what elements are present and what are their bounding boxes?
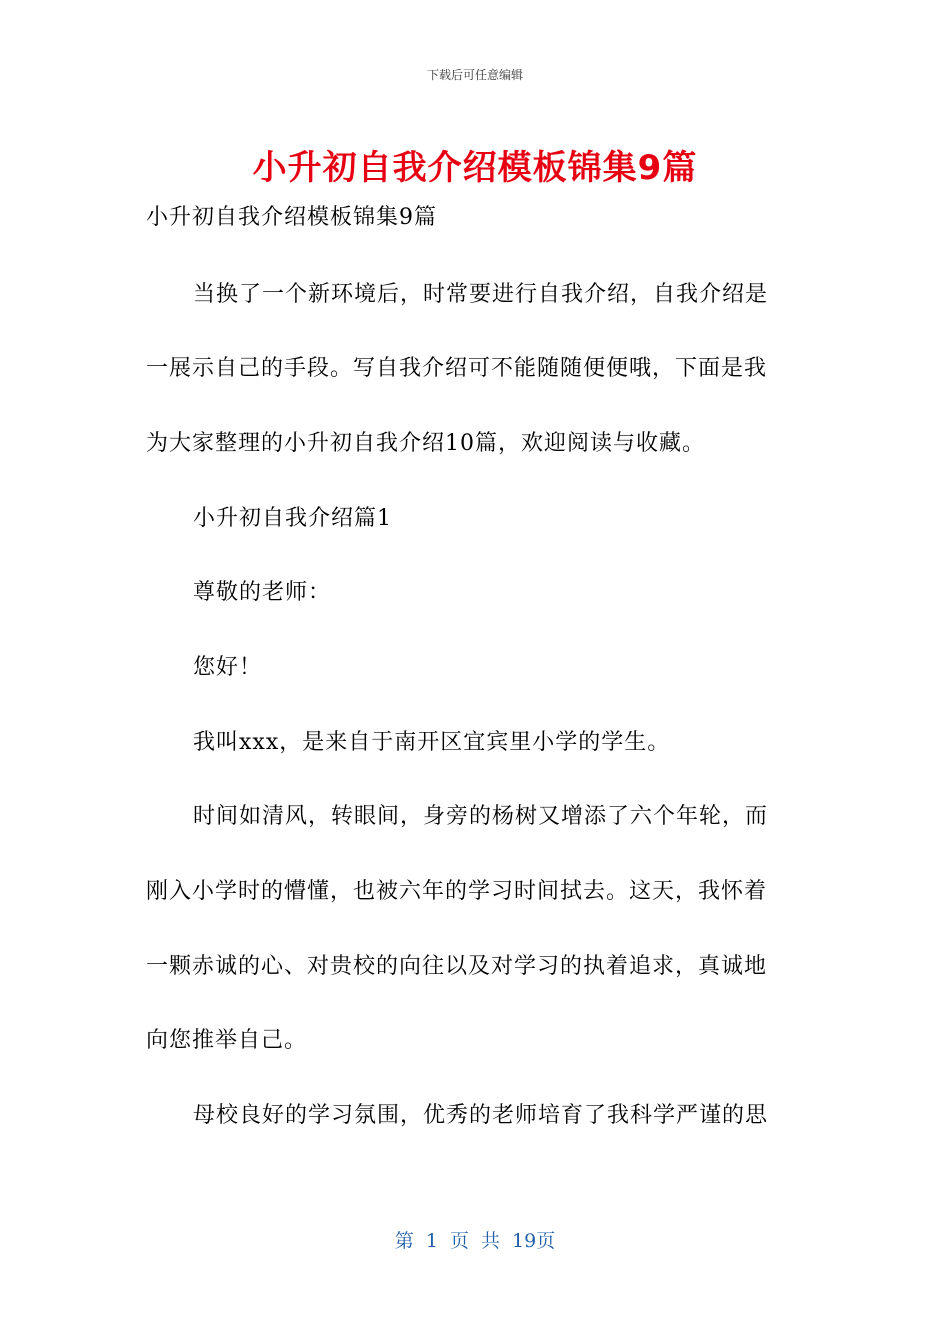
paragraph-line: 母校良好的学习氛围，优秀的老师培育了我科学严谨的思 — [193, 1103, 769, 1128]
paragraph-line: 刚入小学时的懵懂，也被六年的学习时间拭去。这天，我怀着 — [146, 879, 768, 904]
paragraph-line: 时间如清风，转眼间，身旁的杨树又增添了六个年轮，而 — [193, 804, 769, 829]
paragraph-line: 当换了一个新环境后，时常要进行自我介绍，自我介绍是 — [193, 282, 769, 307]
paragraph-line: 向您推举自己。 — [146, 1028, 308, 1053]
subtitle-line: 小升初自我介绍模板锦集9篇 — [146, 205, 437, 230]
page-number-footer: 第 1 页 共 19页 — [394, 1230, 556, 1252]
paragraph-line: 为大家整理的小升初自我介绍10篇，欢迎阅读与收藏。 — [146, 431, 705, 456]
header-note: 下载后可任意编辑 — [426, 68, 523, 82]
salutation: 尊敬的老师： — [193, 580, 332, 605]
greeting: 您好！ — [193, 655, 263, 680]
paragraph-line: 一颗赤诚的心、对贵校的向往以及对学习的执着追求，真诚地 — [146, 954, 768, 979]
document-title: 小升初自我介绍模板锦集9篇 — [252, 148, 698, 188]
paragraph-line: 我叫xxx，是来自于南开区宜宾里小学的学生。 — [193, 730, 671, 755]
paragraph-line: 一展示自己的手段。写自我介绍可不能随随便便哦，下面是我 — [146, 356, 768, 381]
section-heading: 小升初自我介绍篇1 — [193, 506, 392, 531]
